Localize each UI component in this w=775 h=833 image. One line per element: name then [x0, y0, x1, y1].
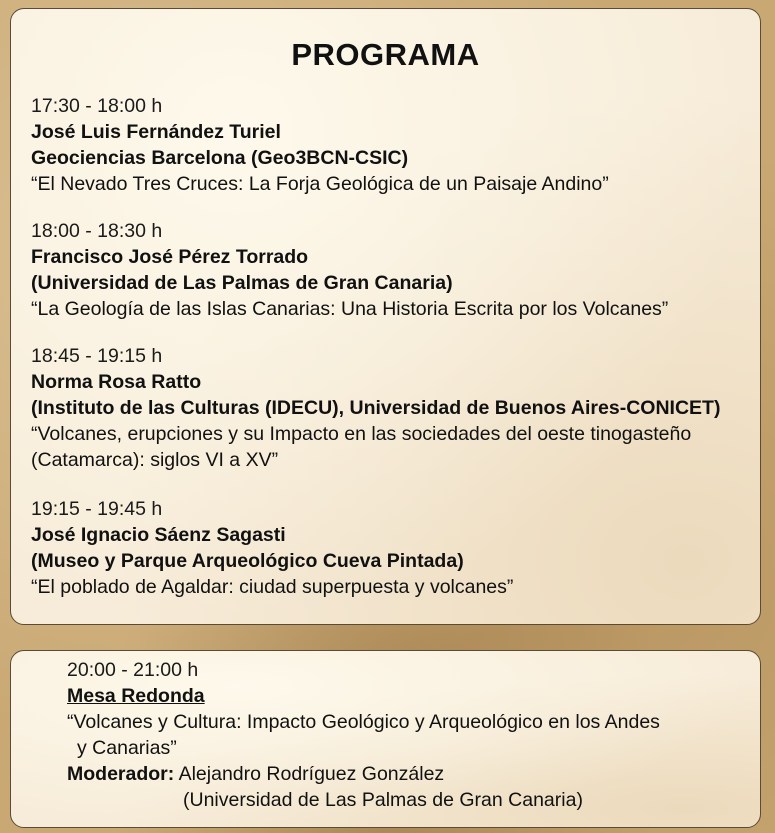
round-table-talk-line-2: y Canarias”: [77, 737, 177, 759]
session-time: 17:30 - 18:00 h: [31, 95, 163, 117]
session-talk-line-1: “Volcanes, erupciones y su Impacto en las sociedades del oeste tinogasteño: [31, 423, 692, 445]
session-speaker: José Luis Fernández Turiel: [31, 121, 281, 143]
session-1: [31, 93, 752, 197]
program-title: PROGRAMA: [291, 37, 480, 72]
session-time: 18:45 - 19:15 h: [31, 345, 163, 367]
session-talk: “El Nevado Tres Cruces: La Forja Geológica de un Paisaje Andino”: [31, 173, 609, 195]
round-table: [67, 657, 740, 813]
session-speaker: Francisco José Pérez Torrado: [31, 246, 309, 268]
session-institution: Geociencias Barcelona (Geo3BCN-CSIC): [31, 147, 409, 169]
session-institution: (Universidad de Las Palmas de Gran Canaria): [31, 272, 453, 294]
session-talk-line-2: (Catamarca): siglos VI a XV”: [31, 449, 279, 471]
session-time: 18:00 - 18:30 h: [31, 220, 163, 242]
moderator-label: Moderador:: [67, 763, 175, 785]
session-4: [31, 496, 752, 600]
round-table-talk-line-1: “Volcanes y Cultura: Impacto Geológico y Arqueológico en los Andes: [67, 711, 660, 733]
round-table-time: 20:00 - 21:00 h: [67, 659, 199, 681]
session-institution: (Instituto de las Culturas (IDECU), Universidad de Buenos Aires-CONICET): [31, 397, 721, 419]
moderator-institution: (Universidad de Las Palmas de Gran Canaria): [183, 789, 583, 811]
session-speaker: José Ignacio Sáenz Sagasti: [31, 524, 286, 546]
session-2: [31, 218, 752, 322]
program-panel: [10, 8, 761, 625]
moderator-name: Alejandro Rodríguez González: [178, 763, 445, 785]
moderator-line: [67, 761, 740, 787]
session-3: [31, 343, 752, 473]
session-talk: “El poblado de Agaldar: ciudad superpuesta y volcanes”: [31, 576, 514, 598]
session-speaker: Norma Rosa Ratto: [31, 371, 202, 393]
session-talk: “La Geología de las Islas Canarias: Una Historia Escrita por los Volcanes”: [31, 298, 669, 320]
session-time: 19:15 - 19:45 h: [31, 498, 163, 520]
session-institution: (Museo y Parque Arqueológico Cueva Pintada): [31, 550, 464, 572]
round-table-heading: Mesa Redonda: [67, 685, 205, 707]
round-table-panel: [10, 650, 761, 828]
